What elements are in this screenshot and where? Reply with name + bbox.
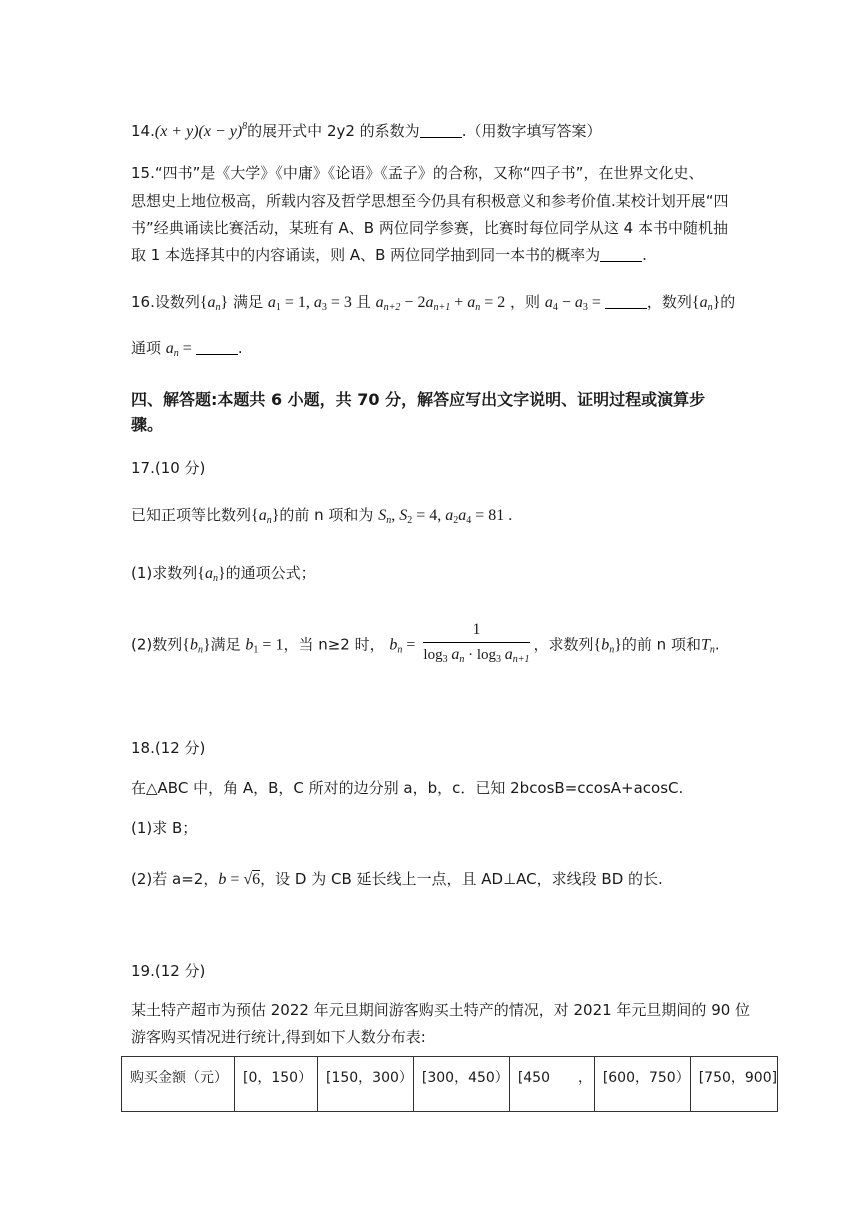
q17-part-2: (2)数列$\{b_n\}$满足 $b_1 = 1$，当 n≥2 时， $b_n$ = $\frac{1}{\log_3 a_n \cdot \log_3 a_{n+1}}$ ，求数列$\{b_n\}$的前 n 项和$T_n$. xyxy=(131,620,720,670)
q17-part-1: (1)求数列$\{a_n\}$的通项公式； xyxy=(131,564,316,584)
q18-part-2: (2)若 a=2，b = √6，设 D 为 CB 延长线上一点，且 AD⊥AC，求线段 BD 的长. xyxy=(131,870,663,888)
question-14: $14.(x + y)(x - y)^8$的展开式中 2y2 的系数为 .（用数字填写答案） xyxy=(131,121,602,140)
q15-line-1: 15.“四书”是《大学》《中庸》《论语》《孟子》的合称，又称“四子书”，在世界文化史、 xyxy=(131,164,704,182)
table-cell: [450 ， xyxy=(509,1057,594,1112)
q19-line-1: 某土特产超市为预估 2022 年元旦期间游客购买土特产的情况，对 2021 年元旦期间的 90 位 xyxy=(131,1001,751,1019)
fraction: $\frac{1}{\log_3 a_n \cdot \log_3 a_{n+1}}$ xyxy=(423,621,530,665)
table-row xyxy=(122,1057,778,1112)
answer-blank xyxy=(420,123,462,138)
q18-part-1: (1)求 B； xyxy=(131,819,198,837)
distribution-table xyxy=(121,1056,778,1112)
q18-stem: 在△ABC 中，角 A，B，C 所对的边分别 a，b，c．已知 2bcosB=ccosA+acosC. xyxy=(131,779,684,797)
q19-line-2: 游客购买情况进行统计,得到如下人数分布表: xyxy=(131,1028,426,1046)
q15-line-3: 书”经典诵读比赛活动，某班有 A、B 两位同学参赛，比赛时每位同学从这 4 本书中随机抽 xyxy=(131,219,728,237)
table-cell: [150，300） xyxy=(318,1057,414,1112)
q15-line-4: 取 1 本选择其中的内容诵读，则 A、B 两位同学抽到同一本书的概率为 . xyxy=(131,246,647,264)
table-cell: 购买金额（元） xyxy=(122,1057,235,1112)
table-cell: [600，750） xyxy=(594,1057,690,1112)
answer-blank xyxy=(605,294,647,309)
table-cell: [0，150） xyxy=(235,1057,318,1112)
q17-header: 17.(10 分) xyxy=(131,459,206,477)
q17-stem: 已知正项等比数列$\{a_n\}$的前 n 项和为 $S_n$, $S_2 = 4$, $a_2a_4 = 81$ . xyxy=(131,506,513,526)
answer-blank xyxy=(196,340,238,355)
table-cell: [750，900] xyxy=(690,1057,777,1112)
q14-expression: $(x + y)(x - y)^8$ xyxy=(154,121,248,140)
q16-line-1: 16.设数列$\{a_n\}$ 满足 $a_1 = 1$, $a_3 = 3$ 且 $a_{n+2} - 2a_{n+1} + a_n = 2$ ，则 $a_4 - a_3$ = ，数列$\{a_n\}$的 xyxy=(131,293,736,313)
section-heading: 四、解答题:本题共 6 小题，共 70 分，解答应写出文字说明、证明过程或演算步 xyxy=(131,390,706,409)
q19-header: 19.(12 分) xyxy=(131,962,206,980)
q18-header: 18.(12 分) xyxy=(131,739,206,757)
section-heading-cont: 骤。 xyxy=(131,415,164,434)
q15-line-2: 思想史上地位极高，所载内容及哲学思想至今仍具有积极意义和参考价值.某校计划开展“四 xyxy=(131,192,729,210)
q16-line-2: 通项 $a_n$ = . xyxy=(131,339,243,359)
table-cell: [300，450） xyxy=(413,1057,509,1112)
answer-blank xyxy=(600,247,642,262)
